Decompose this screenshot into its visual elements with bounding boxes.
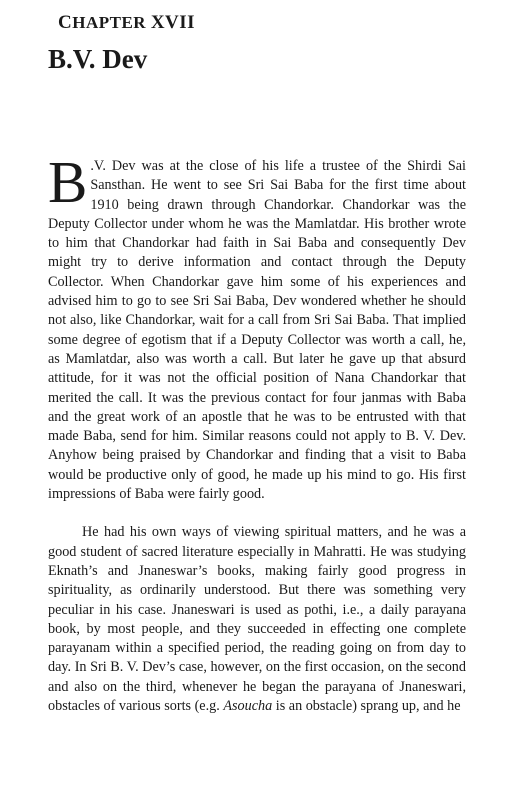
chapter-title: B.V. Dev xyxy=(48,44,148,74)
paragraph-1-text: .V. Dev was at the close of his life a trustee of the Shirdi Sai Sansthan. He went to see Sri Sai Baba for the first time about 1910 being drawn through Chandorkar. Chandorkar was the Deputy Collector under whom he was the Mamlatdar. His brother wrote to him that Chandorkar had faith in Sai Baba and consequently Dev might try to derive information and contact through the Deputy Collector. When Chandorkar gave him some of his experiences and advised him to go to see Sri Sai Baba, Dev wondered whether he should not also, like Chandorkar, wait for a call from Sri Sai Baba. That implied some degree of egotism that if a Deputy Collector was worth a call, he, as Mamlatdar, also was worth a call. But later he gave up that absurd attitude, for it was not the official position of Nana Chandorkar that merited the call. It was the previous contact for four janmas with Baba and the great work of an apostle that he was to be entrusted with that made Baba, send for him. Similar reasons could not apply to B. V. Dev. Anyhow being praised by Chandorkar and finding that a visit to Baba would be productive only of good, he made up his mind to go. His first impressions of Baba were fairly good. xyxy=(48,158,466,503)
drop-cap: B xyxy=(48,149,88,215)
chapter-label-rest: HAPTER xyxy=(72,13,147,32)
paragraph-2-ending: is an obstacle) sprang up, and he xyxy=(272,698,461,715)
chapter-body xyxy=(48,149,466,716)
paragraph-2 xyxy=(48,523,466,716)
paragraph-2-text: He had his own ways of viewing spiritual matters, and he was a good student of sacred literature especially in Mahratti. He was studying Eknath’s and Jnaneswar’s books, making fairly good progress in spirituality, as ordinarily understood. But there was something very peculiar in his case. Jnaneswari is used as pothi, i.e., a daily parayana book, by most people, and they succeeded in effecting one complete parayanam within a specified period, the reading going on from day to day. In Sri B. V. Dev’s case, however, on the first occasion, on the second and also on the third, whenever he began the parayana of Jnaneswari, obstacles of various sorts (e.g. xyxy=(48,524,466,715)
chapter-number: XVII xyxy=(150,12,196,33)
chapter-label-initial: C xyxy=(58,12,73,33)
paragraph-1 xyxy=(48,149,466,504)
chapter-label xyxy=(58,12,195,34)
paragraph-2-italic-term: Asoucha xyxy=(223,698,273,715)
